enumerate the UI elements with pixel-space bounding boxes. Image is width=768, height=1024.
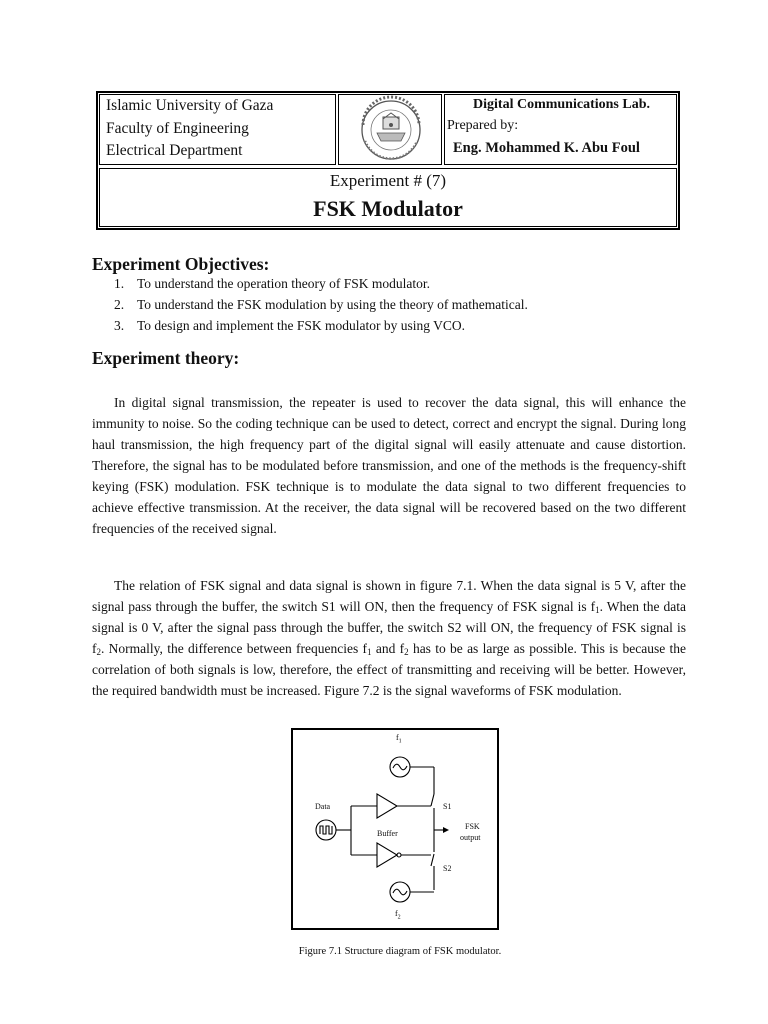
objective-text: To understand the operation theory of FSK modulator. [137, 276, 431, 291]
header-row [99, 94, 677, 165]
university-seal-icon [339, 95, 443, 166]
faculty-name: Faculty of Engineering [106, 120, 249, 137]
objective-text: To design and implement the FSK modulator by using VCO. [137, 318, 466, 333]
experiment-number: Experiment # (7) [329, 171, 447, 190]
label-output: output [460, 833, 481, 842]
institution-cell [99, 94, 336, 165]
fsk-structure-diagram [291, 728, 499, 930]
objective-number: 3. [114, 318, 125, 333]
department-name: Electrical Department [106, 142, 243, 159]
objective-item [114, 318, 465, 334]
theory-paragraph-1 [92, 392, 686, 539]
objective-item [114, 276, 430, 292]
paragraph-text: In digital signal transmission, the repeater is used to recover the data signal, this will enhance the immunity to noise. So the coding technique can be used to detect, correct and encrypt the signal. During long haul transmission, the high frequency part of the digital signal will easily attenuate and cause distortion. Therefore, the signal has to be modulated before transmission, and one of the methods is the frequency-shift keying (FSK) modulation. FSK technique is to modulate the data signal to two different frequencies to achieve effective transmission. At the receiver, the data signal will be recovered based on the two different frequencies of the received signal. [92, 395, 686, 536]
label-buffer: Buffer [377, 829, 398, 838]
label-fsk: FSK [465, 822, 480, 831]
switch-s2 [431, 854, 434, 866]
objective-number: 1. [114, 276, 125, 291]
buffer-lower [377, 843, 397, 867]
theory-heading: Experiment theory: [92, 348, 240, 368]
logo-cell [338, 94, 442, 165]
label-f2: $f_2$ [395, 909, 401, 921]
lab-title: Digital Communications Lab. [473, 97, 650, 112]
buffer-upper [377, 794, 397, 818]
figure-caption: Figure 7.1 Structure diagram of FSK modulator. [298, 946, 502, 957]
objective-number: 2. [114, 297, 125, 312]
switch-s1 [431, 794, 434, 806]
university-name: Islamic University of Gaza [106, 97, 274, 114]
label-s2: S2 [443, 864, 452, 873]
label-data: Data [315, 802, 331, 811]
label-s1: S1 [443, 802, 452, 811]
objective-item [114, 297, 528, 313]
lab-info-cell [444, 94, 677, 165]
theory-paragraph-2: The relation of FSK signal and data signal is shown in figure 7.1. When the data signal is 5 V, after the signal pass through the buffer, the switch S1 will ON, then the frequency of FSK signal is $f_1$. When the data signal is 0 V, after the signal pass through the buffer, the switch S2 will ON, the frequency of FSK signal is $f_2$. Normally, the difference between frequencies $f_1$ and $f_2$ has to be as large as possible. This is because the correlation of both signals is low, therefore, the effect of transmitting and receiving will be better. However, the required bandwidth must be increased. Figure 7.2 is the signal waveforms of FSK modulation. [92, 578, 687, 698]
experiment-title: FSK Modulator [313, 196, 463, 221]
prepared-by-label: Prepared by: [447, 118, 519, 133]
label-f1: $f_1$ [396, 733, 402, 745]
objectives-heading: Experiment Objectives: [92, 254, 270, 274]
experiment-title-box [99, 168, 677, 227]
objective-text: To understand the FSK modulation by using the theory of mathematical. [137, 297, 528, 312]
author-name: Eng. Mohammed K. Abu Foul [453, 140, 640, 156]
